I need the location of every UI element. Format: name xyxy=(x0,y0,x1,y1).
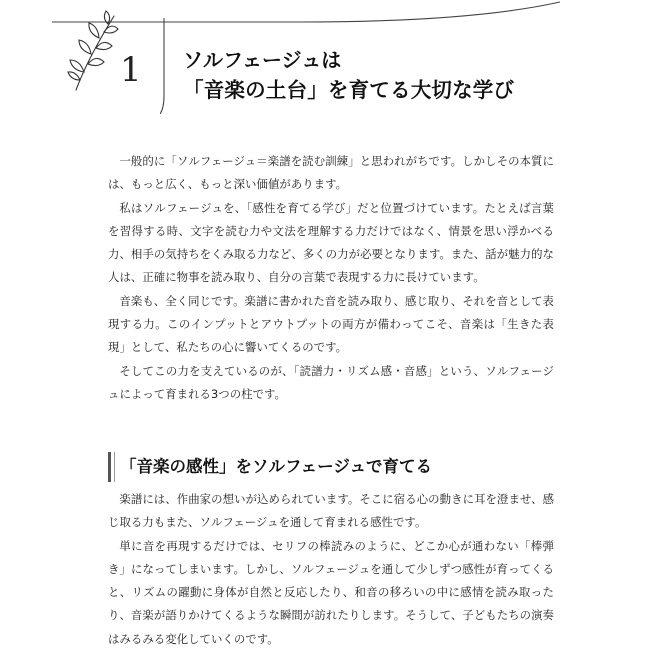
chapter-number: 1 xyxy=(120,50,143,90)
chapter-title-line1: ソルフェージュは xyxy=(183,48,342,72)
intro-paragraph-2: 私はソルフェージュを、「感性を育てる学び」だと位置づけています。たとえば言葉を習得する時、文字を読む力や文法を理解する力だけではなく、情景を思い浮かべる力、相手の気持ちをくみ取る力など、多くの力が必要となります。また、話が魅力的な人は、正確に物事を読み取り、自分の言葉で表現する力に長けています。 xyxy=(108,200,554,285)
chapter-divider xyxy=(160,16,180,116)
intro-paragraph-1: 一般的に「ソルフェージュ＝楽譜を読む訓練」と思われがちです。しかしその本質には、もっと広く、もっと深い価値があります。 xyxy=(108,154,554,192)
chapter-title xyxy=(183,45,514,105)
section-text xyxy=(108,488,554,651)
section-paragraph-1: 楽譜には、作曲家の想いが込められています。そこに宿る心の動きに耳を澄ませ、感じ取る力もまた、ソルフェージュを通して育まれる感性です。 xyxy=(108,492,554,530)
intro-text xyxy=(108,150,554,406)
section-title: 「音楽の感性」をソルフェージュで育てる xyxy=(120,457,433,476)
section-marker-bar xyxy=(108,452,111,482)
chapter-title-line2: 「音楽の土台」を育てる大切な学び xyxy=(183,78,515,102)
intro-paragraph-4: そしてこの力を支えているのが、「読譜力・リズム感・音感」という、ソルフェージュによって育まれる3つの柱です。 xyxy=(108,363,554,401)
section-paragraph-2: 単に音を再現するだけでは、セリフの棒読みのように、どこか心が通わない「棒弾き」になってしまいます。しかし、ソルフェージュを通して少しずつ感性が育ってくると、リズムの躍動に身体が自然と反応したり、和音の移ろいの中に感情を読み取ったり、音楽が語りかけてくるような瞬間が訪れたりします。そうして、子どもたちの演奏はみるみる変化していくのです。 xyxy=(108,538,554,646)
section-marker-thin-bar xyxy=(114,452,115,482)
intro-paragraph-3: 音楽も、全く同じです。楽譜に書かれた音を読み取り、感じ取り、それを音として表現する力。このインプットとアウトプットの両方が備わってこそ、音楽は「生きた表現」として、私たちの心に響いてくるのです。 xyxy=(108,293,554,355)
